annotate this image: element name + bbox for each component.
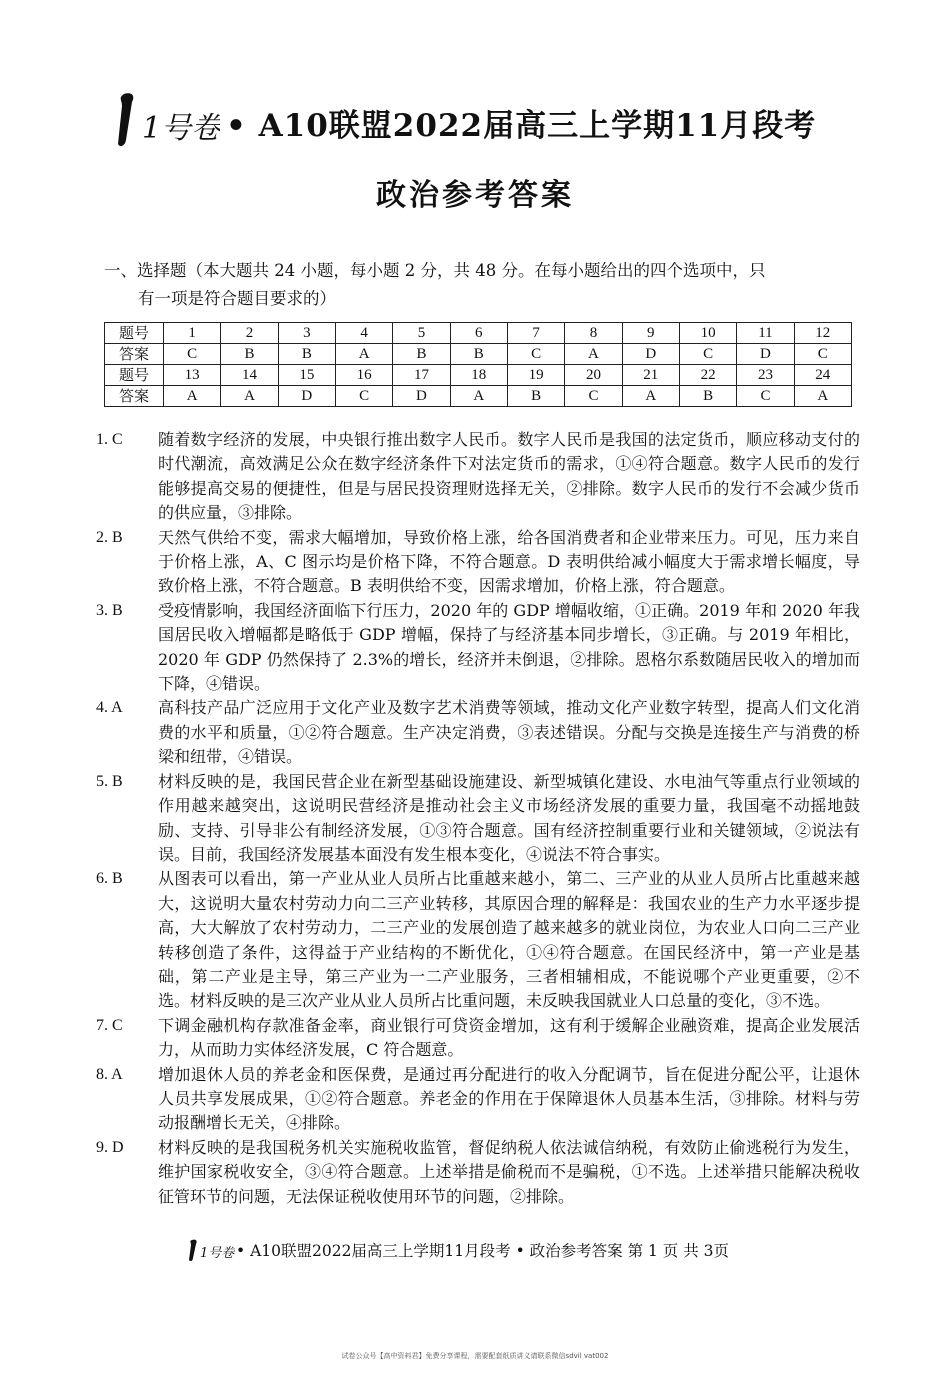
answer-cell: A: [565, 344, 622, 365]
brush-one-icon: [186, 1237, 236, 1263]
table-row-answers: [105, 386, 852, 407]
answer-cell: C: [507, 344, 564, 365]
answer-cell: B: [679, 386, 736, 407]
question-number-cell: 22: [679, 365, 736, 386]
question-number-cell: 1: [164, 323, 221, 344]
answer-cell: B: [221, 344, 278, 365]
explanation-number: 5. B: [96, 772, 123, 790]
section-heading-line1: 一、选择题（本大题共 24 小题，每小题 2 分，共 48 分。在每小题给出的四个选项中，只: [104, 261, 766, 280]
question-number-cell: 24: [794, 365, 851, 386]
question-number-cell: 8: [565, 323, 622, 344]
explanation-number: 7. C: [96, 1016, 123, 1034]
answer-cell: B: [507, 386, 564, 407]
question-number-cell: 12: [794, 323, 851, 344]
explanation-number: 1. C: [96, 431, 123, 448]
explanation-text: 材料反映的是我国税务机关实施税收监管，督促纳税人依法诚信纳税，有效防止偷逃税行为发生，维护国家税收安全，③④符合题意。上述举措是偷税而不是骗税，①不选。上述举措只能解决税收征管环节的问题，无法保证税收使用环节的问题，②排除。: [158, 1137, 860, 1206]
answer-table: [104, 322, 852, 407]
answer-cell: A: [794, 386, 851, 407]
footer-logo-text: 1号卷: [200, 1246, 235, 1261]
row-label: 答案: [105, 386, 164, 407]
explanation-text: 天然气供给不变，需求大幅增加，导致价格上涨，给各国消费者和企业带来压力。可见，压力来自于价格上涨，A、C 图示均是价格下降，不符合题意。D 表明供给减小幅度大于需求增长幅度，导致价格上涨，不符合题意。B 表明供给不变，因需求增加，价格上涨，符合题意。: [158, 527, 860, 596]
answer-cell: A: [450, 386, 507, 407]
answer-cell: A: [335, 344, 392, 365]
question-number-cell: 5: [393, 323, 450, 344]
logo-text: 1号卷: [142, 111, 220, 146]
explanation-item: [96, 1136, 860, 1209]
explanation-text: 材料反映的是，我国民营企业在新型基础设施建设、新型城镇化建设、水电油气等重点行业领域的作用越来越突出，这说明民营经济是推动社会主义市场经济发展的重要力量，我国毫不动摇地鼓励、支持、引导非公有制经济发展，①③符合题意。国有经济控制重要行业和关键领域，②说法有误。目前，我国经济发展基本面没有发生根本变化，④说法不符合事实。: [158, 771, 860, 864]
answer-cell: C: [679, 344, 736, 365]
explanation-item: [96, 1014, 860, 1063]
page-footer: [186, 1237, 886, 1263]
answer-cell: D: [622, 344, 679, 365]
explanation-number: 6. B: [96, 870, 123, 888]
explanation-number: 3. B: [96, 601, 123, 619]
question-number-cell: 14: [221, 365, 278, 386]
question-number-cell: 13: [164, 365, 221, 386]
answer-cell: C: [794, 344, 851, 365]
question-number-cell: 3: [278, 323, 335, 344]
explanation-item: [96, 770, 860, 868]
question-number-cell: 11: [737, 323, 794, 344]
question-number-cell: 17: [393, 365, 450, 386]
question-number-cell: 18: [450, 365, 507, 386]
explanation-number: 4. A: [96, 699, 123, 717]
explanation-item: [96, 1063, 860, 1136]
answer-cell: B: [278, 344, 335, 365]
explanation-item: [96, 599, 860, 697]
answer-cell: A: [622, 386, 679, 407]
explanation-number: 9. D: [96, 1138, 124, 1156]
header-title: • A10联盟2022届高三上学期11月段考: [226, 108, 817, 144]
question-number-cell: 4: [335, 323, 392, 344]
explanation-text: 增加退休人员的养老金和医保费，是通过再分配进行的收入分配调节，旨在促进分配公平，让退休人员共享发展成果，①②符合题意。养老金的作用在于保障退休人员基本生活，③排除。材料与劳动报酬增长无关，④排除。: [158, 1064, 860, 1133]
answer-cell: C: [164, 344, 221, 365]
answer-cell: D: [278, 386, 335, 407]
explanation-number: 8. A: [96, 1065, 123, 1083]
explanation-item: [96, 867, 860, 1013]
explanation-text: 从图表可以看出，第一产业从业人员所占比重越来越小，第二、三产业的从业人员所占比重越来越大，这说明大量农村劳动力向二三产业转移，其原因合理的解释是：我国农业的生产力水平逐步提高，大大解放了农村劳动力，二三产业的发展创造了越来越多的就业岗位，为农业人口向二三产业转移创造了条件，这得益于产业结构的不断优化，①④符合题意。在国民经济中，第一产业是基础，第二产业是主导，第三产业为一二产业服务，三者相辅相成，不能说哪个产业更重要，②不选。材料反映的是三次产业从业人员所占比重问题，未反映我国就业人口总量的变化，③不选。: [158, 869, 860, 1011]
answer-cell: C: [335, 386, 392, 407]
row-label: 答案: [105, 344, 164, 365]
explanation-text: 受疫情影响，我国经济面临下行压力，2020 年的 GDP 增幅收缩，①正确。2019 年和 2020 年我国居民收入增幅都是略低于 GDP 增幅，保持了与经济基本同步增长，③正确。与 2019 年相比，2020 年 GDP 仍然保持了 2.3%的增长，经济并未倒退，②排除。恩格尔系数随居民收入的增加而下降，④错误。: [158, 600, 860, 694]
section-heading: [104, 257, 864, 313]
watermark-text: 试卷公众号【高中资料君】免费分享课程，需要配套纸质讲义请联系微信sdvil vat002: [341, 1352, 609, 1360]
question-number-cell: 19: [507, 365, 564, 386]
footer-text: • A10联盟2022届高三上学期11月段考 • 政治参考答案 第 1 页 共 3页: [236, 1242, 730, 1260]
explanation-item: [96, 526, 860, 599]
question-number-cell: 10: [679, 323, 736, 344]
table-row-numbers: [105, 365, 852, 386]
answer-cell: B: [393, 344, 450, 365]
footer-logo: [186, 1237, 236, 1263]
question-number-cell: 16: [335, 365, 392, 386]
explanation-item: [96, 696, 860, 769]
explanation-text: 下调金融机构存款准备金率，商业银行可贷资金增加，这有利于缓解企业融资难，提高企业发展活力，从而助力实体经济发展，C 符合题意。: [158, 1015, 860, 1060]
row-label: 题号: [105, 365, 164, 386]
explanations-list: [96, 428, 860, 1209]
answer-cell: B: [450, 344, 507, 365]
answer-cell: D: [393, 386, 450, 407]
question-number-cell: 15: [278, 365, 335, 386]
question-number-cell: 9: [622, 323, 679, 344]
brush-one-icon: [110, 88, 220, 158]
answer-cell: C: [565, 386, 622, 407]
explanation-text: 随着数字经济的发展，中央银行推出数字人民币。数字人民币是我国的法定货币，顺应移动支付的时代潮流，高效满足公众在数字经济条件下对法定货币的需求，①④符合题意。数字人民币的发行能够提高交易的便捷性，但是与居民投资理财选择无关，②排除。数字人民币的发行不会减少货币的供应量，③排除。: [158, 430, 860, 523]
question-number-cell: 23: [737, 365, 794, 386]
answer-cell: D: [737, 344, 794, 365]
explanation-number: 2. B: [96, 528, 123, 546]
answer-cell: C: [737, 386, 794, 407]
brand-logo: [110, 88, 220, 158]
page-title: 政治参考答案: [376, 178, 574, 213]
question-number-cell: 6: [450, 323, 507, 344]
table-row-answers: [105, 344, 852, 365]
explanation-text: 高科技产品广泛应用于文化产业及数字艺术消费等领域，推动文化产业数字转型，提高人们文化消费的水平和质量，①②符合题意。生产决定消费，③表述错误。分配与交换是连接生产与消费的桥梁和纽带，④错误。: [158, 698, 860, 767]
explanation-item: [96, 428, 860, 526]
table-row-numbers: [105, 323, 852, 344]
question-number-cell: 21: [622, 365, 679, 386]
section-heading-line2: 有一项是符合题目要求的）: [138, 289, 336, 308]
question-number-cell: 7: [507, 323, 564, 344]
answer-cell: A: [221, 386, 278, 407]
question-number-cell: 2: [221, 323, 278, 344]
answer-cell: A: [164, 386, 221, 407]
row-label: 题号: [105, 323, 164, 344]
question-number-cell: 20: [565, 365, 622, 386]
